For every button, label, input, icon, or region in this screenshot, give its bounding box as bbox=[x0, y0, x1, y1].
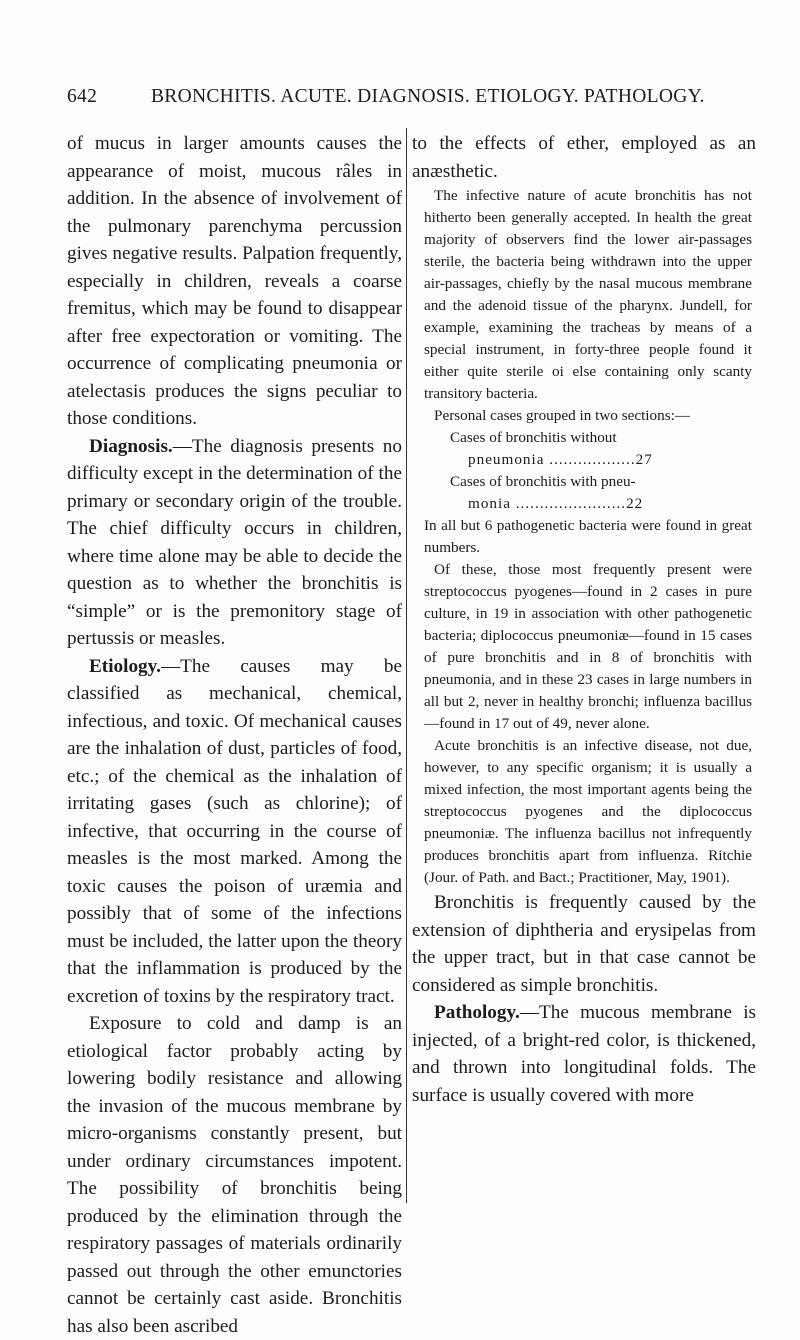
small-paragraph-infective: The infective nature of acute bronchitis has not hitherto been generally accepted. In health the great majority of observers find the lower air-passages sterile, the bacteria being withdrawn into the upper air-passages, chiefly by the nasal mucous membrane and the adenoid tissue of the pharynx. Jundell, for example, examining the tracheas by means of a special instrument, in forty-three people found it either quite sterile oi else containing only scanty transitory bacteria. bbox=[424, 187, 752, 402]
paragraph-diagnosis bbox=[67, 433, 402, 653]
right-column bbox=[412, 130, 756, 1109]
case-list-line: monia .......................22 bbox=[468, 495, 644, 512]
paragraph-ether: to the effects of ether, employed as an anæsthetic. bbox=[412, 133, 756, 182]
paragraph-etiology bbox=[67, 653, 402, 1011]
diagnosis-text: —The diagnosis presents no difficulty except in the determination of the primary or secondary origin of the trouble. The chief difficulty occurs in children, where time alone may be able to decide the question as to whether the bronchitis is “simple” or is the premonitory stage of pertussis or measles. bbox=[67, 435, 402, 649]
column-divider bbox=[406, 128, 407, 1203]
heading-etiology: Etiology. bbox=[89, 655, 161, 677]
case-list-line: Cases of bronchitis with pneu- bbox=[450, 473, 636, 490]
etiology-text: —The causes may be classified as mechanical, chemical, infectious, and toxic. Of mechanical causes are the inhalation of dust, particles of food, etc.; of the chemical as the inhalation of irritating gases (such as chlorine); of infective, that occurring in the course of measles is the most marked. Among the toxic causes the poison of uræmia and possibly that of some of the infections must be included, the latter upon the theory that the inflammation is produced by the excretion of toxins by the respiratory tract. bbox=[67, 655, 402, 1007]
paragraph-pathology bbox=[412, 999, 756, 1109]
small-paragraph-conclusion: Acute bronchitis is an infective disease, not due, however, to any specific organism; it is usually a mixed infection, the most important agents being the streptococcus pyogenes and the diplococcus pneumoniæ. The influenza bacillus not infrequently produces bronchitis apart from influenza. Ritchie (Jour. of Path. and Bact.; Practitioner, May, 1901). bbox=[424, 737, 752, 886]
case-list-line: Cases of bronchitis without bbox=[450, 429, 617, 446]
left-column bbox=[67, 130, 402, 1340]
small-paragraph-personal-cases: Personal cases grouped in two sections:— bbox=[434, 407, 691, 424]
pathology-text: —The mucous membrane is injected, of a bright-red color, is thickened, and thrown into longitudinal folds. The surface is usually covered with more bbox=[412, 1002, 756, 1106]
heading-pathology: Pathology. bbox=[434, 1002, 520, 1023]
heading-diagnosis: Diagnosis. bbox=[89, 435, 173, 457]
page-number: 642 bbox=[67, 86, 98, 107]
running-title: BRONCHITIS. ACUTE. DIAGNOSIS. ETIOLOGY. PATHOLOGY. bbox=[151, 86, 705, 107]
small-paragraph-bacteria: Of these, those most frequently present were streptococcus pyogenes—found in 2 cases in pure culture, in 19 in association with other pathogenetic bacteria; diplococcus pneumoniæ—found in 15 cases of pure bronchitis and in 8 of bronchitis with pneumonia, and in these 23 cases in large numbers in all but 2, never in healthy bronchi; influenza bacillus—found in 17 out of 49, never alone. bbox=[424, 561, 752, 732]
paragraph-signs: of mucus in larger amounts causes the appearance of moist, mucous râles in addition. In the absence of involvement of the pulmonary parenchyma percussion gives negative results. Palpation frequently, especially in children, reveals a coarse fremitus, which may be found to disappear after free expectoration or vomiting. The occurrence of complicating pneumonia or atelectasis produces the signs peculiar to those conditions. bbox=[67, 133, 402, 429]
small-print-block bbox=[412, 185, 752, 889]
page-header bbox=[67, 86, 767, 116]
case-list-line: pneumonia ..................27 bbox=[468, 451, 653, 468]
paragraph-exposure: Exposure to cold and damp is an etiological factor probably acting by lowering bodily resistance and allowing the invasion of the mucous membrane by micro-organisms constantly present, but under ordinary circumstances impotent. The possibility of bronchitis being produced by the elimination through the respiratory passages of materials ordinarily passed out through the other emunctories cannot be certainly cast aside. Bronchitis has also been ascribed bbox=[67, 1013, 402, 1337]
small-paragraph-results: In all but 6 pathogenetic bacteria were found in great numbers. bbox=[424, 517, 752, 556]
paragraph-diphtheria: Bronchitis is frequently caused by the extension of diphtheria and erysipelas from the upper tract, but in that case cannot be considered as simple bronchitis. bbox=[412, 892, 756, 996]
